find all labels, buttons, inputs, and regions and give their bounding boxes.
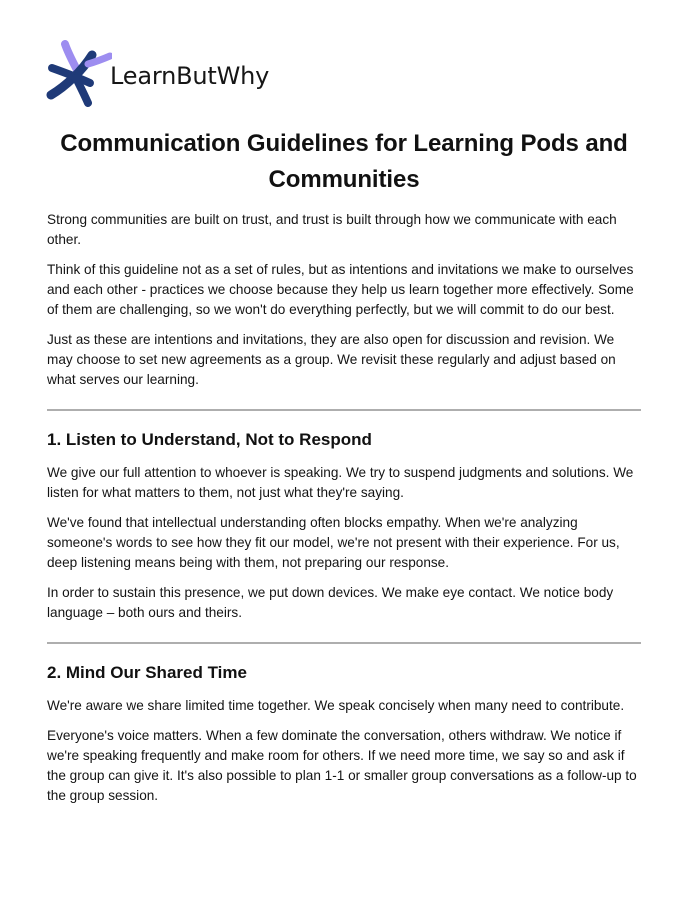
section-paragraph: Everyone's voice matters. When a few dominate the conversation, others withdraw. We notice if we're speaking frequently and make room for others. If we need more time, we say so and ask if the group can give it. It's also possible to plan 1-1 or smaller group conversations as a follow-up to the group session. [47,728,637,803]
learnbutwhy-logo-icon [46,40,112,108]
section-paragraph: We give our full attention to whoever is speaking. We try to suspend judgments and solutions. We listen for what matters to them, not just what they're saying. [47,465,634,500]
brand-name: LearnButWhy [110,62,270,90]
document-title: Communication Guidelines for Learning Pods and Communities [60,130,628,193]
intro-paragraph: Just as these are intentions and invitations, they are also open for discussion and revision. We may choose to set new agreements as a group. We revisit these regularly and adjust based on what serves our learning. [47,332,616,387]
section-paragraph: In order to sustain this presence, we put down devices. We make eye contact. We notice body language – both ours and theirs. [47,585,614,620]
section-heading-listen: 1. Listen to Understand, Not to Respond [47,430,372,449]
section-divider [47,409,641,411]
section-divider [47,642,641,644]
document-body [47,126,641,816]
intro-paragraph: Strong communities are built on trust, and trust is built through how we communicate with each other. [47,212,617,247]
brand-logo [46,40,269,108]
section-heading-shared-time: 2. Mind Our Shared Time [47,663,247,682]
section-paragraph: We're aware we share limited time together. We speak concisely when many need to contribute. [47,698,625,713]
section-paragraph: We've found that intellectual understanding often blocks empathy. When we're analyzing someone's words to see how they fit our model, we're not present with their experience. For us, deep listening means being with them, not preparing our response. [47,515,620,570]
intro-paragraph: Think of this guideline not as a set of rules, but as intentions and invitations we make to ourselves and each other - practices we choose because they help us learn together more effectively. Some of them are challenging, so we won't do everything perfectly, but we will commit to do our best. [47,262,634,317]
